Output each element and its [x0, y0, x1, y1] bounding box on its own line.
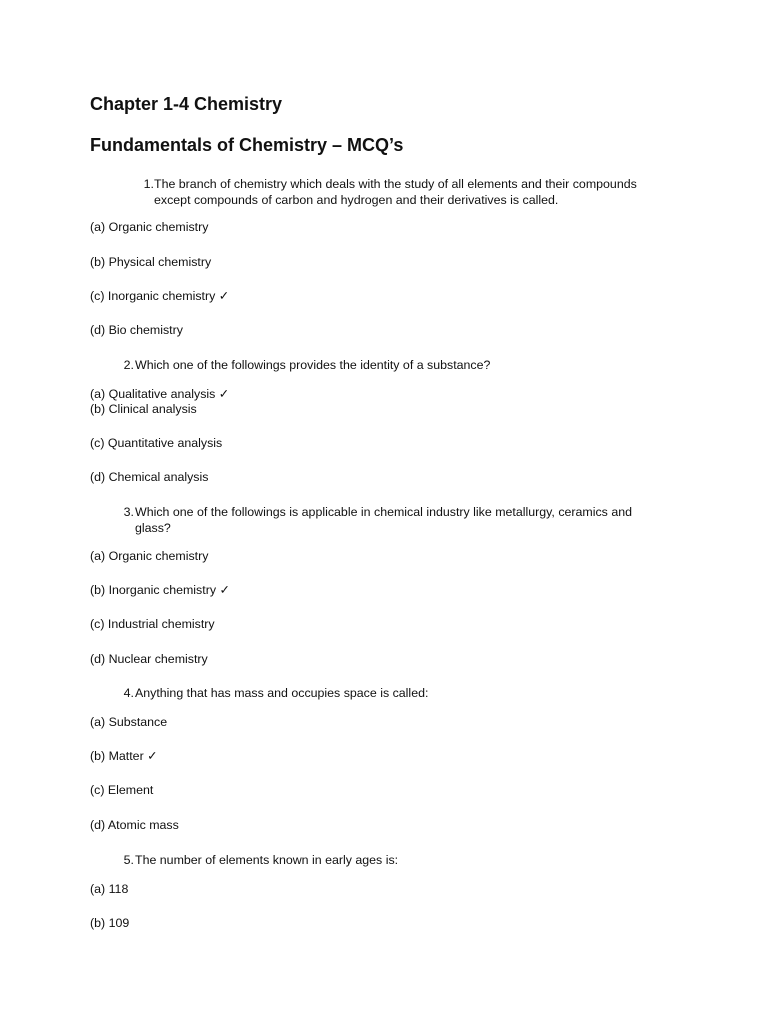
question-text: Anything that has mass and occupies space is called:: [135, 686, 429, 700]
option-4d: (d) Atomic mass: [90, 818, 179, 832]
question-text: Which one of the followings provides the identity of a substance?: [135, 358, 491, 372]
question-text: The branch of chemistry which deals with the study of all elements and their compounds except compounds of carbon and hydrogen and their derivatives is called.: [154, 177, 637, 207]
option-2b: (b) Clinical analysis: [90, 402, 197, 416]
option-3a: (a) Organic chemistry: [90, 549, 209, 563]
option-2d: (d) Chemical analysis: [90, 470, 209, 484]
chapter-title: Chapter 1-4 Chemistry: [90, 94, 283, 114]
option-2c: (c) Quantitative analysis: [90, 436, 223, 450]
question-number: 2.: [123, 358, 134, 372]
option-4a: (a) Substance: [90, 715, 168, 729]
option-3c: (c) Industrial chemistry: [90, 617, 215, 631]
question-number: 5.: [123, 853, 134, 867]
option-5b: (b) 109: [90, 916, 130, 930]
option-2a: (a) Qualitative analysis ✓: [90, 387, 230, 401]
question-text: Which one of the followings is applicable in chemical industry like metallurgy, ceramics and glass?: [135, 505, 632, 535]
question-number: 4.: [123, 686, 134, 700]
option-1d: (d) Bio chemistry: [90, 323, 183, 337]
option-3d: (d) Nuclear chemistry: [90, 652, 208, 666]
question-text: The number of elements known in early ages is:: [135, 853, 399, 867]
question-number: 1.: [143, 177, 154, 191]
question-number: 3.: [123, 505, 134, 519]
option-5a: (a) 118: [90, 882, 129, 896]
option-3b: (b) Inorganic chemistry ✓: [90, 583, 230, 597]
option-4b: (b) Matter ✓: [90, 749, 158, 763]
option-4c: (c) Element: [90, 783, 154, 797]
option-1a: (a) Organic chemistry: [90, 220, 209, 234]
option-1c: (c) Inorganic chemistry ✓: [90, 289, 230, 303]
option-1b: (b) Physical chemistry: [90, 255, 212, 269]
section-title: Fundamentals of Chemistry – MCQ’s: [90, 135, 404, 155]
